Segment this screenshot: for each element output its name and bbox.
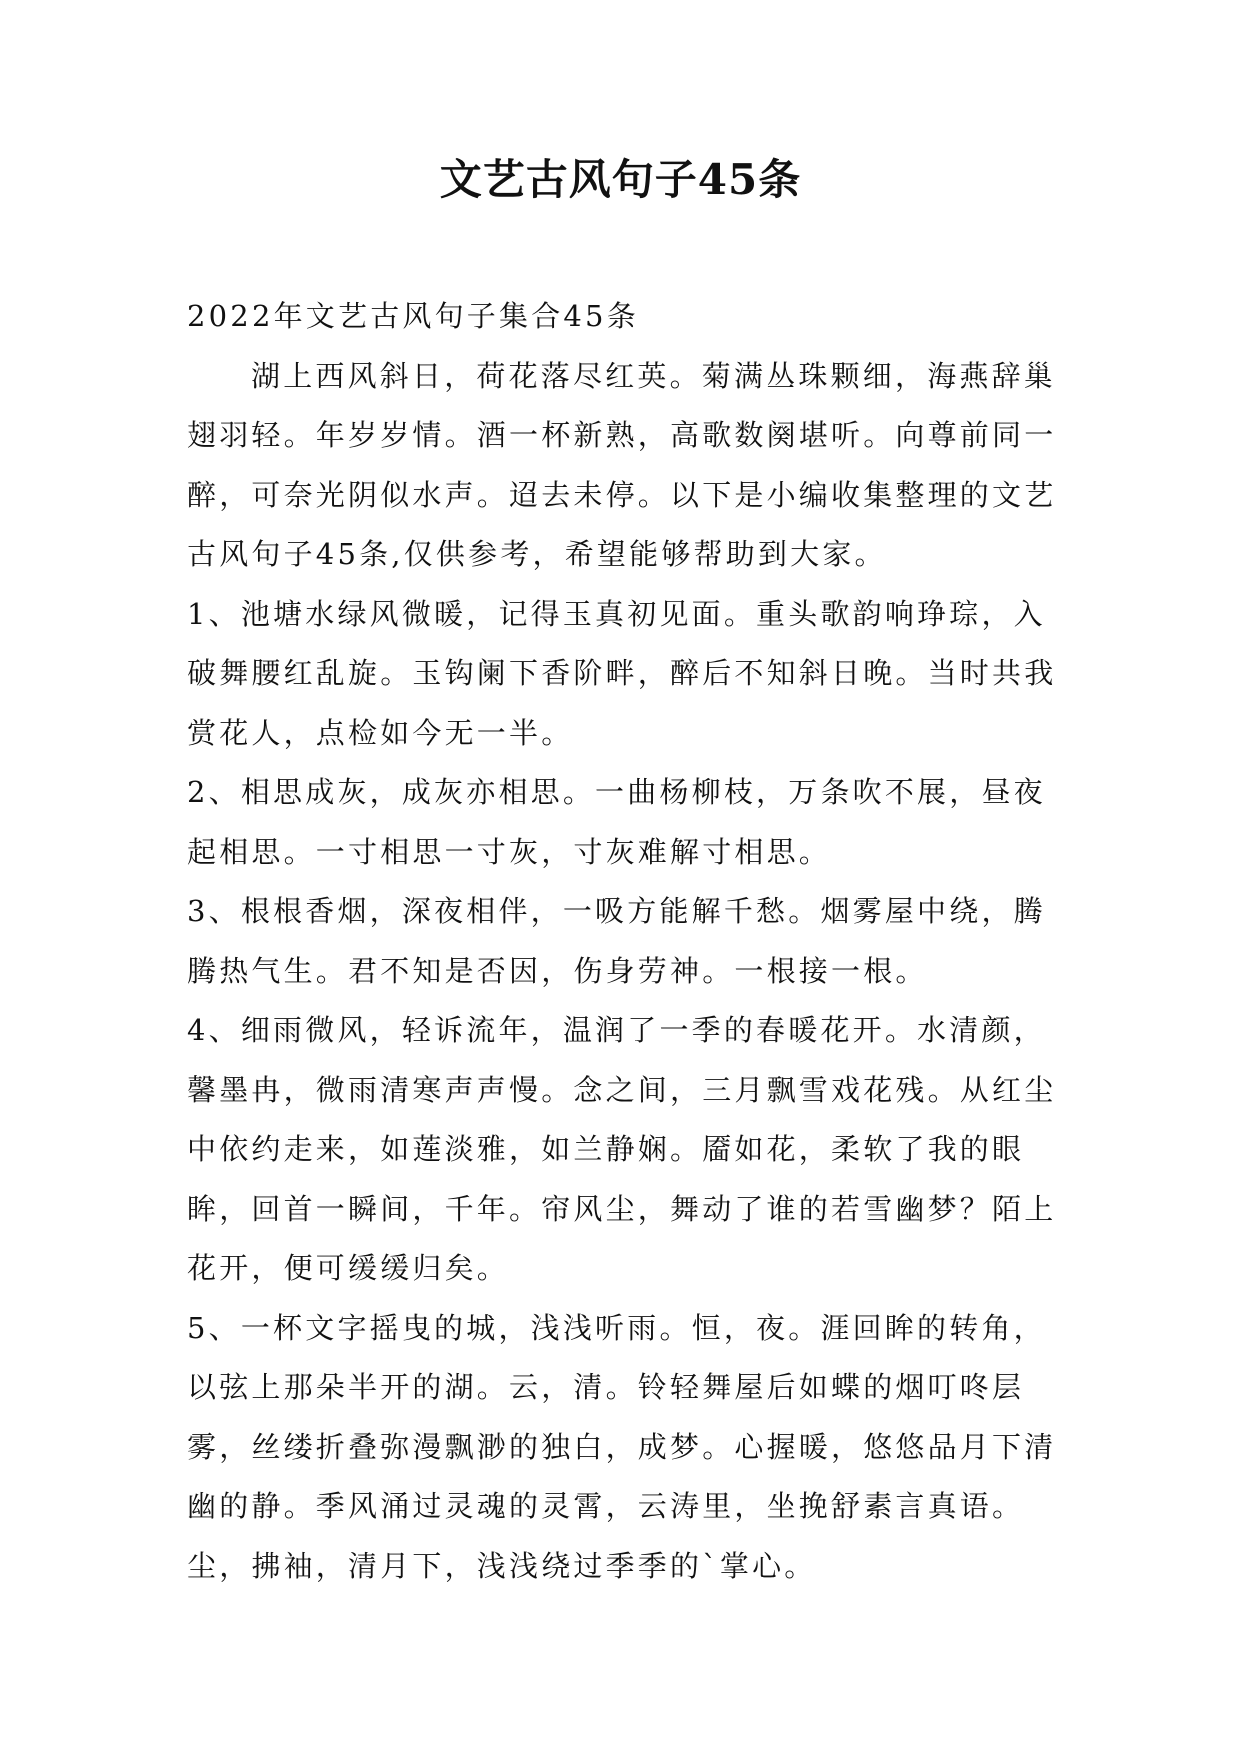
intro-paragraph: 湖上西风斜日，荷花落尽红英。菊满丛珠颗细，海燕辞巢翅羽轻。年岁岁情。酒一杯新熟，高歌数阕堪听。向尊前同一醉，可奈光阴似水声。迢去未停。以下是小编收集整理的文艺古风句子45条,仅供参考，希望能够帮助到大家。 bbox=[187, 358, 1057, 571]
document-title: 文艺古风句子45条 bbox=[439, 155, 802, 204]
document-body bbox=[187, 287, 1077, 1596]
list-item: 5、一杯文字摇曳的城，浅浅听雨。恒，夜。涯回眸的转角，以弦上那朵半开的湖。云，清。铃轻舞屋后如蝶的烟叮咚层雾，丝缕折叠弥漫飘渺的独白，成梦。心握暖，悠悠品月下清幽的静。季风涌过灵魂的灵霄，云涛里，坐挽舒素言真语。尘，拂袖，清月下，浅浅绕过季季的`掌心。 bbox=[187, 1310, 1057, 1583]
list-item: 3、根根香烟，深夜相伴，一吸方能解千愁。烟雾屋中绕，腾腾热气生。君不知是否因，伤身劳神。一根接一根。 bbox=[187, 894, 1046, 988]
list-item: 2、相思成灰，成灰亦相思。一曲杨柳枝，万条吹不展，昼夜起相思。一寸相思一寸灰，寸灰难解寸相思。 bbox=[187, 775, 1046, 869]
list-item: 4、细雨微风，轻诉流年，温润了一季的春暖花开。水清颜，馨墨冉，微雨清寒声声慢。念之间，三月飘雪戏花残。从红尘中依约走来，如莲淡雅，如兰静娴。靥如花，柔软了我的眼眸，回首一瞬间，千年。帘风尘，舞动了谁的若雪幽梦？陌上花开，便可缓缓归矣。 bbox=[187, 1013, 1057, 1285]
list-item: 1、池塘水绿风微暖，记得玉真初见面。重头歌韵响琤琮，入破舞腰红乱旋。玉钩阑下香阶畔，醉后不知斜日晚。当时共我赏花人，点检如今无一半。 bbox=[187, 596, 1057, 750]
document-subtitle: 2022年文艺古风句子集合45条 bbox=[187, 299, 639, 333]
